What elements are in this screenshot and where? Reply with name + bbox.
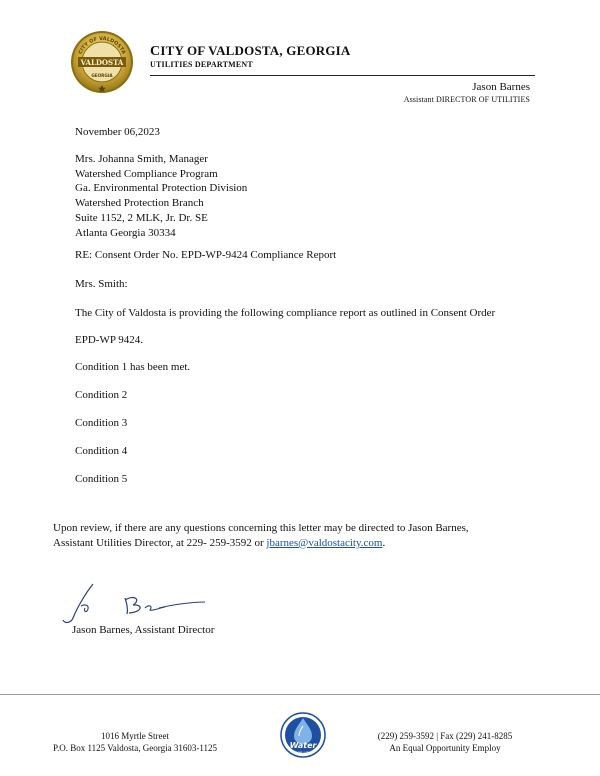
- closing-line: Assistant Utilities Director, at 229- 259-3592 or jbarnes@valdostacity.com.: [53, 536, 386, 549]
- header-divider: [150, 75, 535, 76]
- handwritten-signature: [55, 578, 215, 628]
- address-line: Watershed Protection Branch: [75, 197, 204, 210]
- header-signer-name: Jason Barnes: [472, 81, 530, 93]
- city-seal-logo: [70, 30, 134, 94]
- logo-water-text: Water: [289, 741, 317, 750]
- seal-center-text: VALDOSTA: [80, 58, 124, 67]
- email-link[interactable]: jbarnes@valdostacity.com: [266, 536, 383, 549]
- condition-item: Condition 2: [75, 389, 128, 401]
- condition-item: Condition 5: [75, 473, 128, 485]
- footer-phone-fax: (229) 259-3592 | Fax (229) 241-8285: [377, 731, 513, 741]
- footer-divider: [0, 694, 600, 695]
- footer-eeo: An Equal Opportunity Employ: [389, 743, 501, 753]
- city-title: CITY OF VALDOSTA, GEORGIA: [150, 43, 351, 59]
- seal-lower-text: GEORGIA: [91, 73, 113, 78]
- address-line: Mrs. Johanna Smith, Manager: [75, 153, 208, 165]
- closing-paragraph: [53, 521, 553, 550]
- salutation: Mrs. Smith:: [75, 278, 128, 290]
- closing-line: Upon review, if there are any questions concerning this letter may be directed to Jason Barnes,: [53, 522, 469, 534]
- condition-item: Condition 1 has been met.: [75, 361, 191, 373]
- address-line: Suite 1152, 2 MLK, Jr. Dr. SE: [75, 211, 208, 224]
- water-for-life-logo: [280, 712, 326, 758]
- footer-street: 1016 Myrtle Street: [101, 731, 169, 741]
- seal-ring-text: CITY OF VALDOSTA: [77, 35, 127, 56]
- header-signer-title: Assistant DIRECTOR OF UTILITIES: [403, 95, 530, 104]
- paragraph-intro-continued: EPD-WP 9424.: [75, 334, 144, 346]
- letter-date: November 06,2023: [75, 126, 160, 138]
- address-line: Atlanta Georgia 30334: [75, 226, 176, 239]
- paragraph-intro: The City of Valdosta is providing the following compliance report as outlined in Consent Order: [75, 307, 496, 319]
- footer-address: [0, 730, 270, 754]
- department-name: UTILITIES DEPARTMENT: [150, 60, 253, 69]
- condition-item: Condition 4: [75, 445, 128, 457]
- address-line: Ga. Environmental Protection Division: [75, 182, 248, 195]
- condition-item: Condition 3: [75, 417, 128, 429]
- recipient-address: [75, 152, 247, 240]
- footer-contact: [345, 730, 545, 754]
- logo-subtext: FOR LIFE: [295, 751, 311, 755]
- signature-name: Jason Barnes, Assistant Director: [72, 624, 215, 636]
- address-line: Watershed Compliance Program: [75, 167, 218, 180]
- re-line: RE: Consent Order No. EPD-WP-9424 Compliance Report: [75, 249, 337, 261]
- footer-po-box: P.O. Box 1125 Valdosta, Georgia 31603-1125: [53, 743, 217, 753]
